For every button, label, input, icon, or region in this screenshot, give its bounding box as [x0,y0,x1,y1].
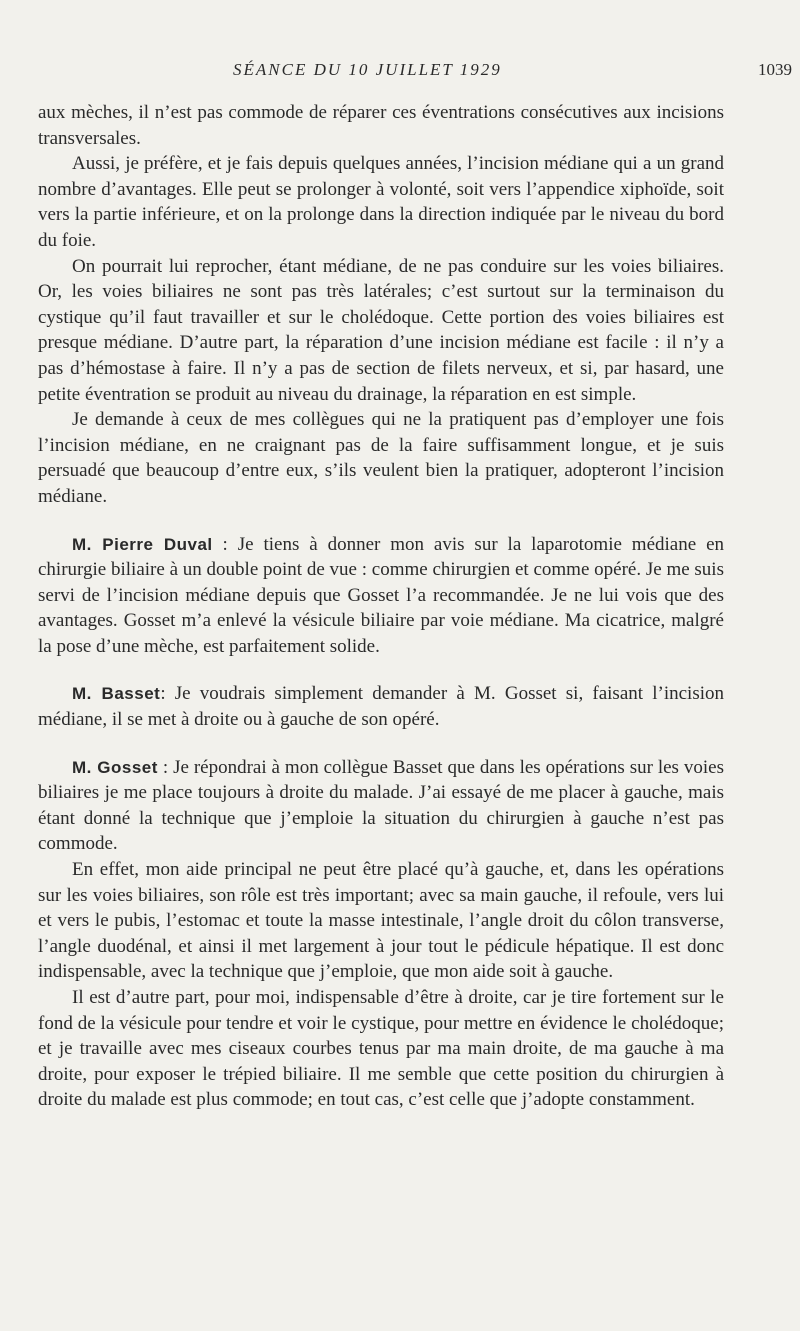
paragraph [38,681,724,732]
paragraph-text: : Je répondrai à mon collègue Basset que dans les opérations sur les voies biliaires je me place toujours à droite du malade. J’ai essayé de me placer à gauche, mais étant donné la technique que j’emploie la situation du chirurgien à gauche n’est pas commode. [38,756,724,855]
paragraph [38,407,724,509]
paragraph [38,857,724,985]
paragraph [38,985,724,1113]
paragraph-text: En effet, mon aide principal ne peut être placé qu’à gauche, et, dans les opérations sur les voies biliaires, son rôle est très important; avec sa main gauche, il refoule, vers lui et vers le pubis, l’estomac et toute la masse intestinale, l’angle droit du côlon transverse, l’angle duodénal, et ainsi il met largement à jour tout le pédicule hépatique. Il est donc indispensable, avec la technique que j’emploie, que mon aide soit à gauche. [38,859,724,983]
speaker-name: M. Gosset [72,757,158,777]
paragraph [38,151,724,253]
paragraph [38,532,724,660]
body-text [38,100,724,1113]
page-header-title: SÉANCE DU 10 JUILLET 1929 [233,60,502,79]
paragraph-text: aux mèches, il n’est pas commode de réparer ces éventrations consécutives aux incisions transversales. [38,102,724,149]
paragraph-text: Il est d’autre part, pour moi, indispensable d’être à droite, car je tire fortement sur le fond de la vésicule pour tendre et voir le cystique, pour mettre en évidence le cholédoque; et je travaille avec mes ciseaux courbes tenus par ma main droite, de ma gauche à ma droite, pour exposer le trépied biliaire. Il me semble que cette position du chirurgien à droite du malade est plus commode; en tout cas, c’est celle que j’adopte constamment. [38,987,724,1111]
paragraph-text: : Je voudrais simplement demander à M. Gosset si, faisant l’incision médiane, il se met à droite ou à gauche de son opéré. [38,683,724,731]
page-number: 1039 [758,60,792,79]
speaker-name: M. Basset [72,684,161,704]
paragraph [38,254,724,408]
paragraph [38,755,724,857]
speaker-name: M. Pierre Duval [72,534,213,554]
paragraph-text: On pourrait lui reprocher, étant médiane, de ne pas conduire sur les voies biliaires. Or, les voies biliaires ne sont pas très latérales; c’est surtout sur la terminaison du cystique qu’il faut travailler et sur le cholédoque. Cette portion des voies biliaires est presque médiane. D’autre part, la réparation d’une incision médiane est facile : il n’y a pas d’hémostase à faire. Il n’y a pas de section de filets nerveux, et si, par hasard, une petite éventration se produit au niveau du drainage, la réparation en est simple. [38,255,724,405]
paragraph-text: : Je tiens à donner mon avis sur la laparotomie médiane en chirurgie biliaire à un double point de vue : comme chirurgien et comme opéré. Je me suis servi de l’incision médiane depuis que Gosset l’a recommandée. Je ne lui vois que des avantages. Gosset m’a enlevé la vésicule biliaire par voie médiane. Ma cicatrice, malgré la pose d’une mèche, est parfaitement solide. [38,533,724,657]
paragraph-text: Aussi, je préfère, et je fais depuis quelques années, l’incision médiane qui a un grand nombre d’avantages. Elle peut se prolonger à volonté, soit vers l’appendice xiphoïde, soit vers la partie inférieure, et on la prolonge dans la direction indiquée par le niveau du bord du foie. [38,153,724,251]
paragraph [38,100,724,151]
paragraph-text: Je demande à ceux de mes collègues qui ne la pratiquent pas d’employer une fois l’incision médiane, en ne craignant pas de la faire suffisamment longue, et je suis persuadé que beaucoup d’entre eux, s’ils veulent bien la pratiquer, adopteront l’incision médiane. [38,409,724,507]
running-header [38,60,792,84]
